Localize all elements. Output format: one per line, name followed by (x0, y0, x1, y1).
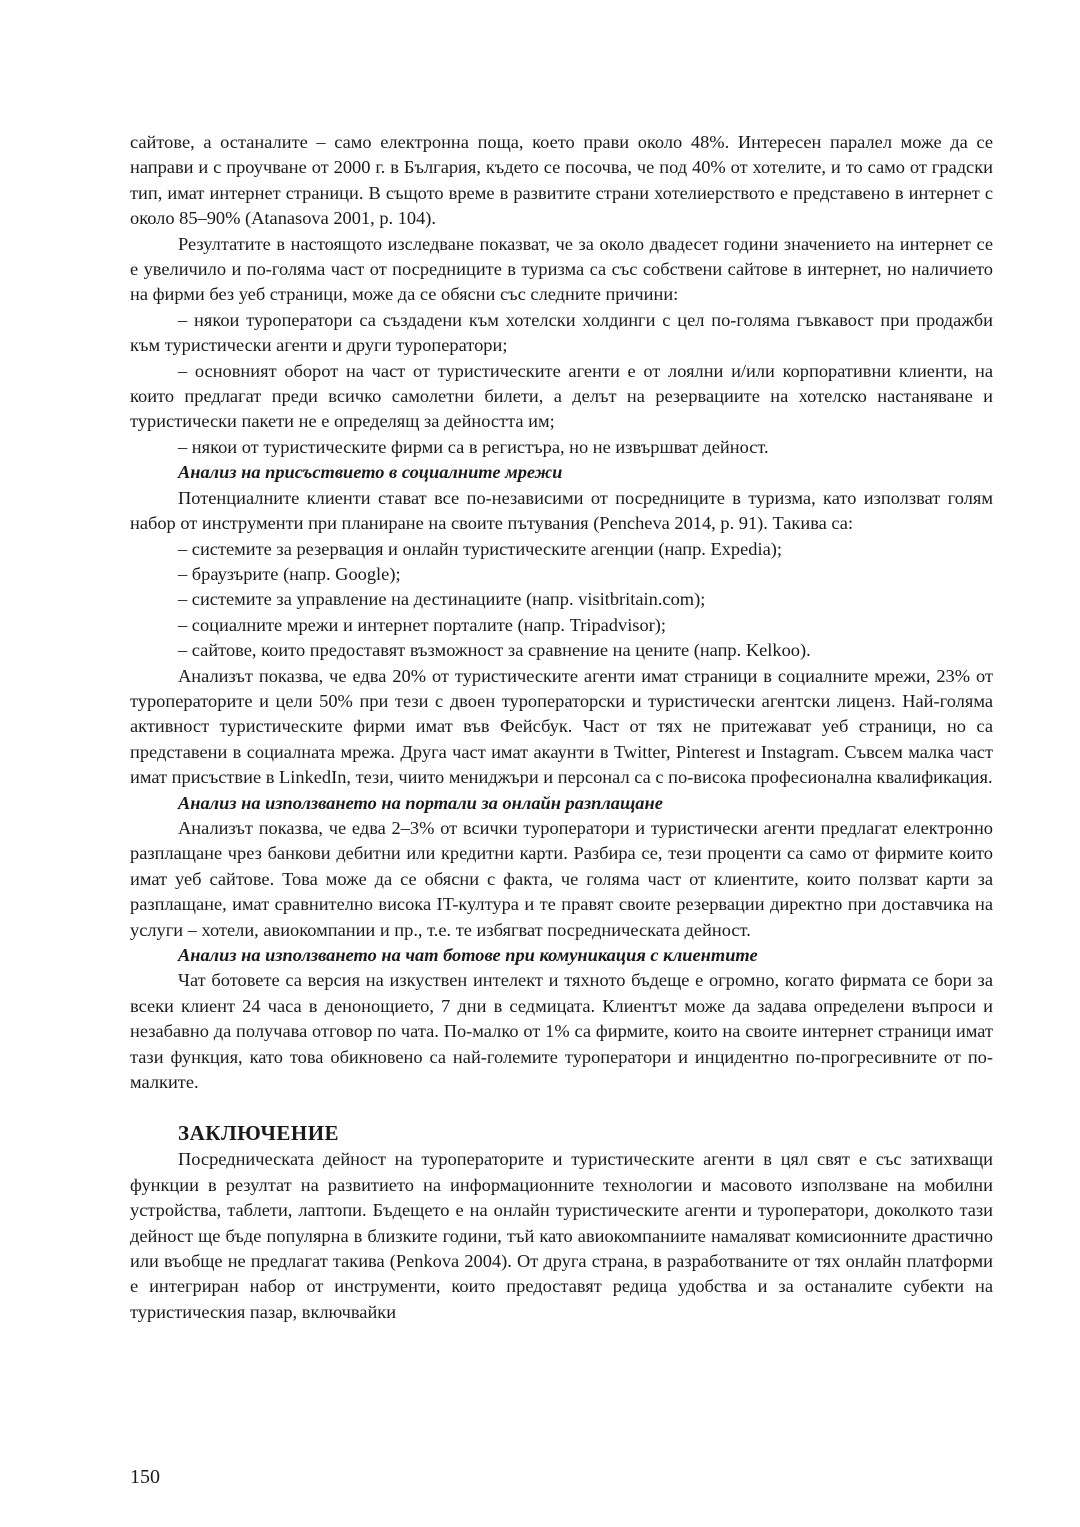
tool-list-item: – браузърите (напр. Google); (178, 563, 401, 584)
paragraph-clients: Потенциалните клиенти стават все по-независими от посредниците в туризма, като използват голям набор от инструменти при планиране на своите пътувания (Pencheva 2014, p. 91). Такива са: (130, 487, 993, 534)
paragraph-conclusion: Посредническата дейност на туроператорите и туристическите агенти в цял свят е със затихващи функции в резултат на развитието на информационните технологии и масовото използване на мобилни устройства, таблети, лаптопи. Бъдещето е на онлайн туристическите агенти и туроператори, доколкото тази дейност ще бъде популярна в близките години, тъй като авиокомпаниите намаляват комисионните драстично или въобще не предлагат такива (Penkova 2004). От друга страна, в разработваните от тях онлайн платформи е интегриран набор от инструменти, които предоставят редица удобства и за останалите субекти на туристическия пазар, включвайки (130, 1149, 993, 1322)
reason-item: – някои от туристическите фирми са в регистъра, но не извършват дейност. (178, 436, 769, 457)
reason-item: – основният оборот на част от туристическите агенти е от лоялни и/или корпоративни клиенти, на които предлагат преди всичко самолетни билети, а делът на резервациите на хотелско настаняване и туристически пакети не е определящ за дейността им; (130, 360, 993, 432)
tool-list-item: – системите за резервация и онлайн туристическите агенции (напр. Expedia); (178, 538, 782, 559)
subheading-online-payment: Анализ на използването на портали за онлайн разплащане (178, 792, 663, 813)
paragraph-payment-analysis: Анализът показва, че едва 2–3% от всички туроператори и туристически агенти предлагат електронно разплащане чрез банкови дебитни или кредитни карти. Разбира се, тези проценти са само от фирмите които имат уеб сайтове. Това може да се обясни с факта, че голяма част от клиентите, които ползват карти за разплащане, имат сравнително висока IT-култура и те правят своите резервации директно при доставчика на услуги – хотели, авиокомпании и пр., т.е. те избягват посредническата дейност. (130, 817, 993, 940)
tool-list-item: – социалните мрежи и интернет порталите (напр. Tripadvisor); (178, 614, 667, 635)
tool-list-item: – сайтове, които предоставят възможност за сравнение на цените (напр. Kelkoo). (178, 640, 811, 661)
tool-list-item: – системите за управление на дестинациите (напр. visitbritain.com); (178, 589, 706, 610)
paragraph-results: Резултатите в настоящото изследване показват, че за около двадесет години значението на интернет се е увеличило и по-голяма част от посредниците в туризма са със собствени сайтове в интернет, но наличието на фирми без уеб страници, може да се обясни със следните причини: (130, 233, 993, 305)
subheading-chatbots: Анализ на използването на чат ботове при комуникация с клиентите (178, 945, 758, 965)
page-body (130, 130, 993, 1325)
paragraph-social-analysis: Анализът показва, че едва 20% от туристическите агенти имат страници в социалните мрежи, 23% от туроператорите и цели 50% при тези с двоен туроператорски и туристически агентски лиценз. Най-голяма активност туристическите фирми имат във Фейсбук. Част от тях не притежават уеб страници, но са представени в социалната мрежа. Друга част имат акаунти в Twitter, Pinterest и Instagram. Съвсем малка част имат присъствие в LinkedIn, тези, чиито мениджъри и персонал са с по-висока професионална квалификация. (130, 665, 993, 788)
reason-item: – някои туроператори са създадени към хотелски холдинги с цел по-голяма гъвкавост при продажби към туристически агенти и други туроператори; (130, 309, 993, 356)
paragraph-intro: сайтове, а останалите – само електронна поща, което прави около 48%. Интересен паралел може да се направи и с проучване от 2000 г. в България, където се посочва, че под 40% от хотелите, и то само от градски тип, имат интернет страници. В същото време в развитите страни хотелиерството е представено в интернет с около 85–90% (Atanasova 2001, p. 104). (130, 132, 993, 229)
section-heading-conclusion: ЗАКЛЮЧЕНИЕ (178, 1121, 340, 1146)
paragraph-chatbots: Чат ботовете са версия на изкуствен интелект и тяхното бъдеще е огромно, когато фирмата се бори за всеки клиент 24 часа в денонощието, 7 дни в седмицата. Клиентът може да задава определени въпроси и незабавно да получава отговор по чата. По-малко от 1% са фирмите, които на своите интернет страници имат тази функция, като това обикновено са най-големите туроператори и инцидентно по-прогресивните от по-малките. (130, 970, 993, 1093)
page-number: 150 (130, 1466, 160, 1488)
subheading-social-networks: Анализ на присъствието в социалните мрежи (178, 462, 563, 483)
